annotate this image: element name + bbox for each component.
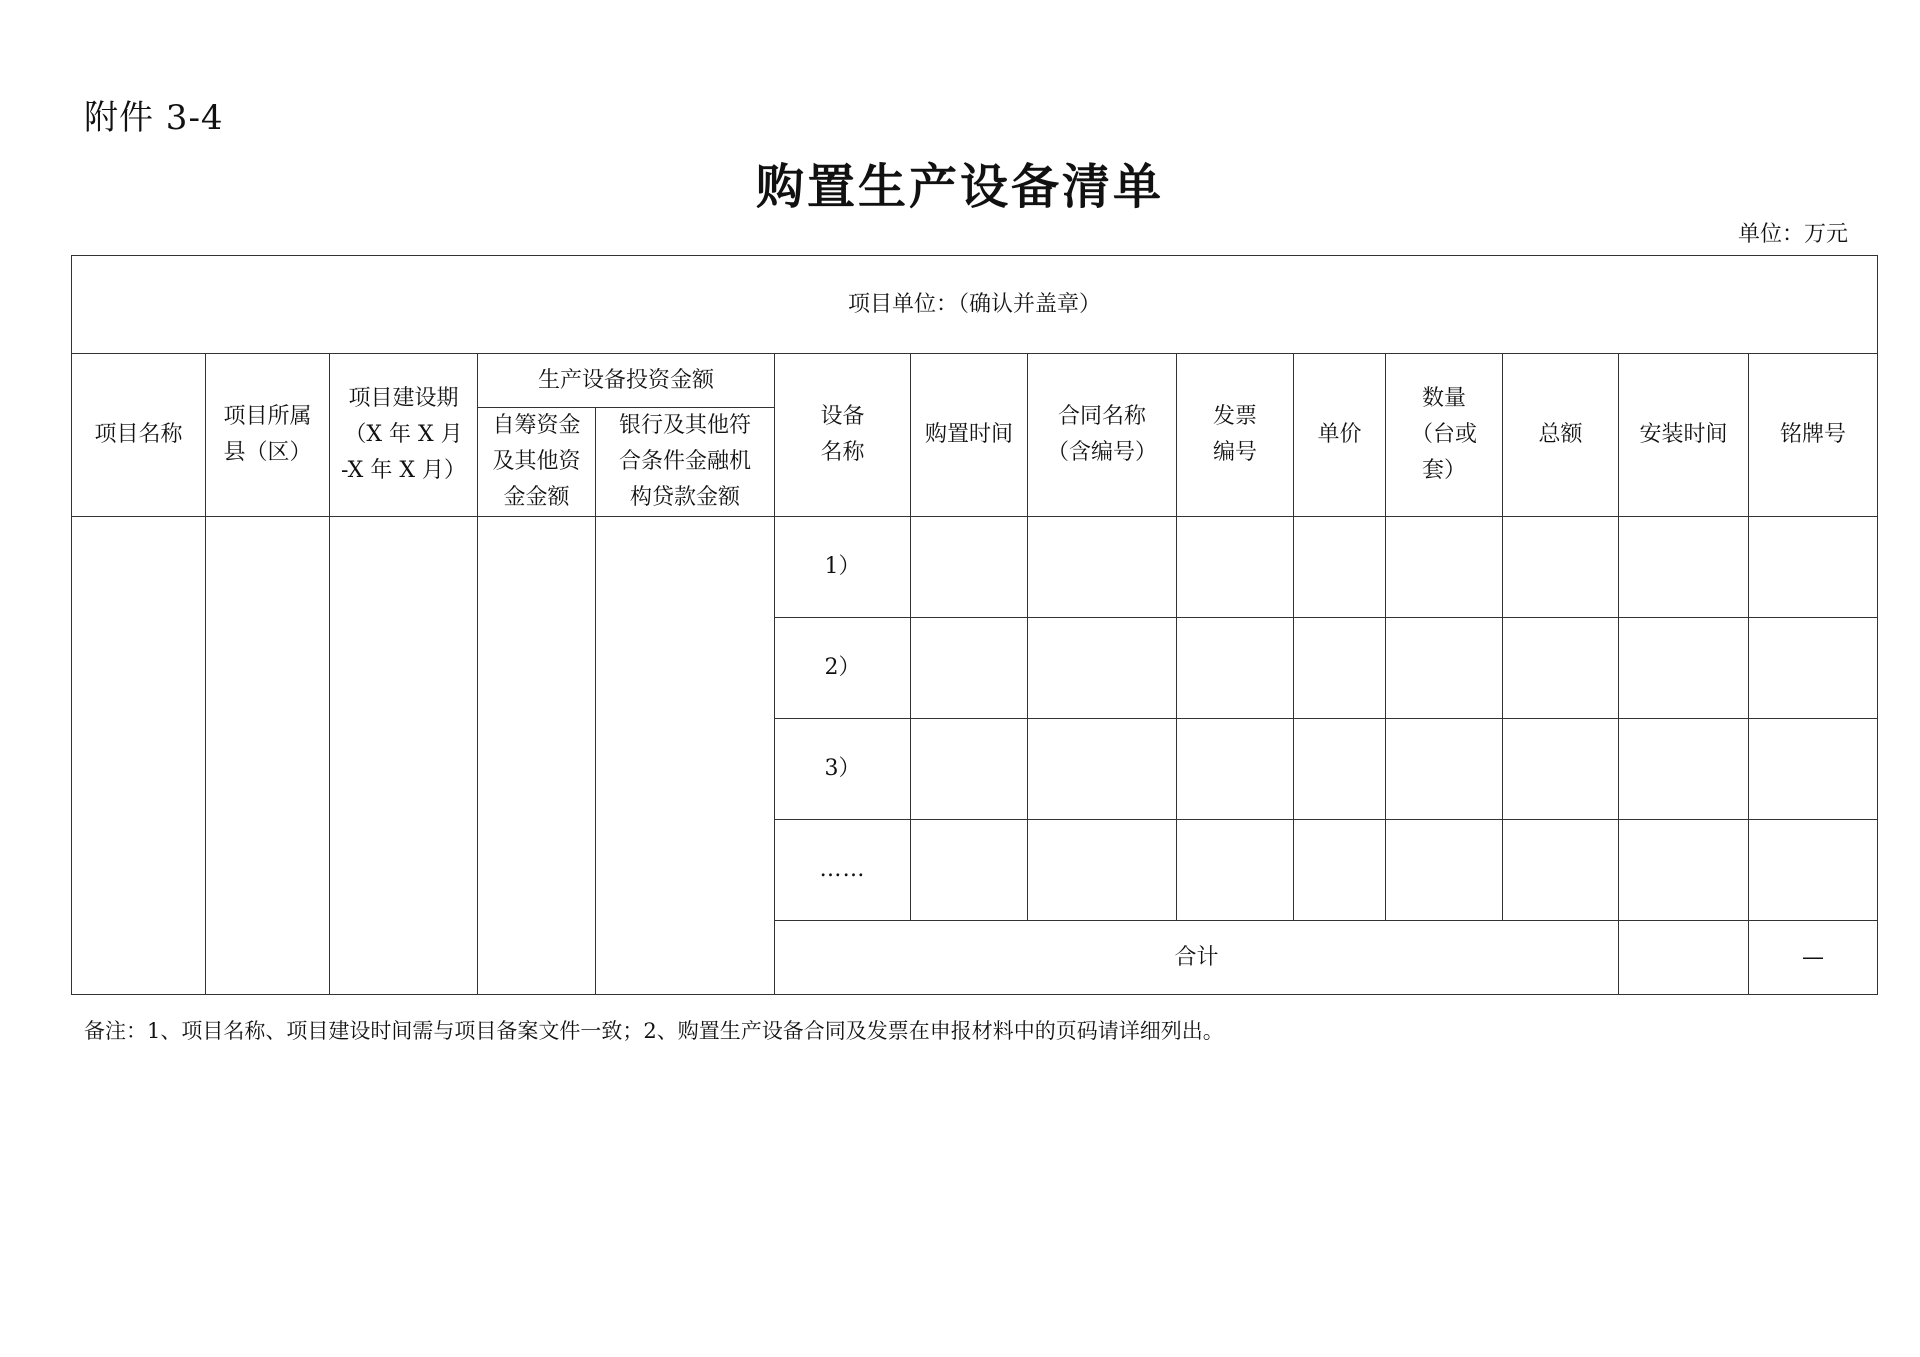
unit-price-cell[interactable] [1294, 820, 1386, 921]
invoice-no-cell[interactable] [1177, 719, 1294, 820]
header-bank-loans: 银行及其他符合条件金融机构贷款金额 [596, 408, 775, 517]
header-investment-group: 生产设备投资金额 [478, 354, 775, 408]
quantity-cell[interactable] [1386, 820, 1503, 921]
purchase-time-cell[interactable] [911, 618, 1028, 719]
invoice-no-cell[interactable] [1177, 618, 1294, 719]
header-contract-name-line-1: 合同名称 [1057, 404, 1146, 429]
equipment-item-more: …… [775, 820, 911, 921]
header-quantity [1386, 354, 1503, 517]
nameplate-no-cell[interactable] [1749, 517, 1878, 618]
invoice-no-cell[interactable] [1177, 820, 1294, 921]
footnote: 备注：1、项目名称、项目建设时间需与项目备案文件一致；2、购置生产设备合同及发票在申报材料中的页码请详细列出。 [84, 1019, 1224, 1043]
header-contract-name [1028, 354, 1177, 517]
equipment-item-2: 2） [775, 618, 911, 719]
install-time-cell[interactable] [1619, 719, 1749, 820]
self-funds-cell[interactable] [478, 517, 596, 995]
attachment-label: 附件 3-4 [84, 98, 224, 138]
purchase-time-cell[interactable] [911, 719, 1028, 820]
equipment-item-3: 3） [775, 719, 911, 820]
install-time-cell[interactable] [1619, 618, 1749, 719]
nameplate-no-cell[interactable] [1749, 719, 1878, 820]
county-cell[interactable] [206, 517, 330, 995]
install-time-total-cell: — [1749, 921, 1878, 995]
project-unit-row [72, 256, 1878, 354]
construction-period-cell[interactable] [330, 517, 478, 995]
header-row-1 [72, 354, 1878, 408]
purchase-time-cell[interactable] [911, 820, 1028, 921]
header-equipment-name: 设备名称 [775, 354, 911, 517]
contract-name-cell[interactable] [1028, 618, 1177, 719]
header-county: 项目所属县（区） [206, 354, 330, 517]
install-time-cell[interactable] [1619, 517, 1749, 618]
header-quantity-line-1: 数量 [1421, 386, 1466, 411]
quantity-cell[interactable] [1386, 517, 1503, 618]
header-nameplate-no: 铭牌号 [1749, 354, 1878, 517]
total-amount-cell[interactable] [1503, 820, 1619, 921]
document-title: 购置生产设备清单 [755, 159, 1164, 215]
unit-price-cell[interactable] [1294, 719, 1386, 820]
quantity-cell[interactable] [1386, 719, 1503, 820]
invoice-no-cell[interactable] [1177, 517, 1294, 618]
total-amount-cell[interactable] [1503, 719, 1619, 820]
purchase-time-cell[interactable] [911, 517, 1028, 618]
total-amount-cell[interactable] [1503, 618, 1619, 719]
nameplate-no-cell[interactable] [1749, 618, 1878, 719]
header-contract-name-line-2: （含编号） [1046, 440, 1157, 465]
equipment-table [71, 255, 1878, 995]
unit-price-cell[interactable] [1294, 517, 1386, 618]
project-name-cell[interactable] [72, 517, 206, 995]
header-quantity-line-2: （台或 [1410, 422, 1477, 447]
header-project-name: 项目名称 [72, 354, 206, 517]
table-row [72, 517, 1878, 618]
header-construction-period-title: 项目建设期 [348, 386, 459, 411]
contract-name-cell[interactable] [1028, 719, 1177, 820]
header-self-funds: 自筹资金及其他资金金额 [478, 408, 596, 517]
header-total-amount: 总额 [1503, 354, 1619, 517]
nameplate-no-cell[interactable] [1749, 820, 1878, 921]
contract-name-cell[interactable] [1028, 820, 1177, 921]
unit-price-cell[interactable] [1294, 618, 1386, 719]
header-construction-period-format-2: -X 年 X 月） [341, 458, 466, 483]
header-unit-price: 单价 [1294, 354, 1386, 517]
equipment-item-1: 1） [775, 517, 911, 618]
header-purchase-time: 购置时间 [911, 354, 1028, 517]
total-label: 合计 [775, 921, 1619, 995]
total-amount-total-cell[interactable] [1619, 921, 1749, 995]
total-amount-cell[interactable] [1503, 517, 1619, 618]
header-construction-period-format-1: （X 年 X 月 [344, 422, 463, 447]
install-time-cell[interactable] [1619, 820, 1749, 921]
bank-loans-cell[interactable] [596, 517, 775, 995]
header-quantity-line-3: 套） [1421, 458, 1466, 483]
header-construction-period [330, 354, 478, 517]
header-install-time: 安装时间 [1619, 354, 1749, 517]
quantity-cell[interactable] [1386, 618, 1503, 719]
unit-label: 单位：万元 [1737, 222, 1848, 247]
header-invoice-no: 发票编号 [1177, 354, 1294, 517]
project-unit-label: 项目单位：（确认并盖章） [72, 256, 1878, 354]
contract-name-cell[interactable] [1028, 517, 1177, 618]
